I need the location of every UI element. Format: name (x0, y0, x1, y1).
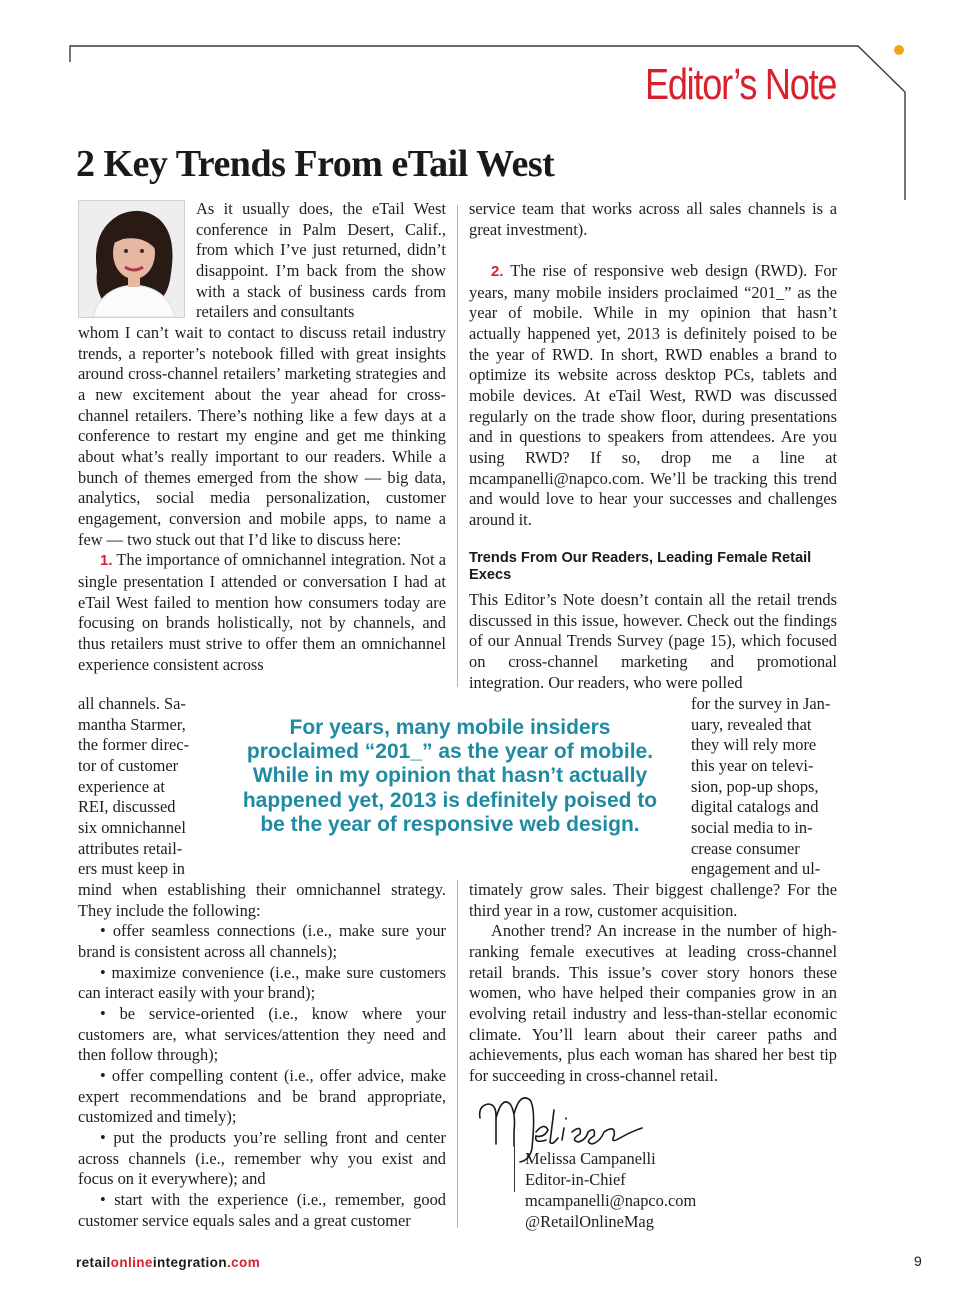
another-trend-paragraph: Another trend? An increase in the number of high-ranking female executives at leading cross-channel retail brands. This issue’s cover story honors these women, who have helped their companies grow in an evolving retail industry and less-than-stellar economic climate. You’ll learn about their career paths and achievements, plus each woman has shared her best tip for succeeding in cross-channel retail. (469, 921, 837, 1085)
continuation-paragraph: service team that works across all sales channels is a great investment). (469, 199, 837, 239)
readers-text: This Editor’s Note doesn’t contain all the retail trends discussed in this issue, however. Check out the findings of our Annual Trends Survey (page 15), which focused on cross-channel marketing and promotional integration. Our readers, who were polled (469, 590, 837, 692)
editor-name: Melissa Campanelli (525, 1149, 656, 1168)
trend-2-number: 2. (491, 262, 504, 280)
right-wrap-line: this year on televi- (691, 755, 814, 775)
corner-dot (894, 45, 904, 55)
section-label: Editor’s Note (644, 60, 836, 109)
readers-continued: timately grow sales. Their biggest challenge? For the third year in a row, customer acquisition. (469, 880, 837, 920)
signature-rule (514, 1146, 515, 1192)
column-divider-lower (457, 880, 458, 1228)
article-headline: 2 Key Trends From eTail West (76, 143, 555, 185)
left-wrap-line: REI, discussed (78, 797, 176, 817)
footer-site-part-accent: .com (226, 1255, 261, 1270)
left-wrap-line: six omnichannel (78, 817, 186, 837)
footer-site-link[interactable] (76, 1255, 260, 1270)
editor-title: Editor-in-Chief (525, 1170, 626, 1189)
right-wrap-line: digital catalogs and (691, 797, 819, 817)
right-column-lower (469, 880, 837, 1087)
editor-twitter-link[interactable]: @RetailOnlineMag (525, 1212, 654, 1231)
left-wrap-line: experience at (78, 776, 165, 796)
bullet-item: • be service-oriented (i.e., know where your customers are, what services/attention they need and then follow through); (78, 1003, 446, 1065)
right-wrap-line: for the survey in Jan- (691, 694, 831, 713)
trend-2-text: The rise of responsive web design (RWD). For years, many mobile insiders proclaimed “201_” as the year of mobile. While in my opinion that hasn’t actually happened yet, 2013 is definitely poised to be the year of RWD. In short, RWD enables a brand to optimize its website across desktop PCs, tablets and mobile devices. At eTail West, RWD was discussed regularly on the trade show floor, during presentations and in questions to speakers from attendees. Are you using RWD? If so, drop me a line at mcampanelli@napco.com. We’ll be tracking this trend and would love to hear your successes and challenges around it. (469, 260, 837, 529)
trend-1-number: 1. (100, 552, 113, 570)
trend-1-continued: mind when establishing their omnichannel strategy. They include the following: (78, 880, 446, 920)
left-wrap-line: all channels. Sa- (78, 694, 186, 713)
right-wrap-line: social media to in- (691, 817, 813, 837)
trend-1-text: The importance of omnichannel integration. Not a single presentation I attended or conversation I had at eTail West failed to mention how consumers today are focusing on brands holistically, not by channels, and thus retailers must strive to offer them an omnichannel experience consistent across (78, 550, 446, 674)
author-portrait-icon (79, 201, 184, 317)
right-wrap-line: they will rely more (691, 735, 817, 755)
left-column-lower (78, 880, 446, 1231)
left-wrapped-lines (78, 694, 202, 880)
trend-2-paragraph (469, 261, 837, 531)
footer-site-part-accent: online (110, 1255, 153, 1270)
left-wrap-line: tor of customer (78, 755, 179, 775)
left-wrap-line: the former direc- (78, 735, 190, 755)
footer-site-part: integration (152, 1255, 227, 1270)
bullet-item: • start with the experience (i.e., remember, good customer service equals sales and a great customer (78, 1189, 446, 1230)
left-wrap-line: ers must keep in (78, 859, 185, 879)
right-wrapped-lines (691, 694, 837, 880)
intro-wrapped-text (196, 199, 446, 323)
right-wrap-line: uary, revealed that (691, 714, 812, 734)
left-column-main (78, 323, 446, 675)
page-number: 9 (914, 1253, 922, 1269)
right-wrap-line: crease consumer (691, 838, 800, 858)
left-wrap-line: attributes retail- (78, 838, 183, 858)
intro-paragraph: whom I can’t wait to contact to discuss retail industry trends, a reporter’s notebook filled with great insights around cross-channel retailers’ marketing strategies and a new excitement about the year ahead for cross-channel retailers. There’s nothing like a few days at a conference to restart my engine and get me thinking about what’s really important to our readers. While a bunch of themes emerged from the show — big data, analytics, social media personalization, customer engagement, conversion and mobile apps, to name a few — two stuck out that I’d like to discuss here: (78, 323, 446, 549)
trend-1-paragraph (78, 550, 446, 675)
subhead: Trends From Our Readers, Leading Female Retail Execs (469, 550, 812, 583)
readers-paragraph (469, 590, 837, 693)
bullet-item: • offer seamless connections (i.e., make sure your brand is consistent across all channels); (78, 921, 446, 961)
bullet-item: • offer compelling content (i.e., offer advice, make expert recommendations and be brand appropriate, customized and timely); (78, 1065, 446, 1127)
footer-site-part: retail (76, 1255, 111, 1270)
pull-quote: For years, many mobile insiders proclaimed “201_” as the year of mobile. While in my opinion that hasn’t actually happened yet, 2013 is definitely poised to be the year of responsive web design. (242, 716, 658, 836)
left-wrap-line: mantha Starmer, (78, 714, 186, 734)
bullet-item: • maximize convenience (i.e., make sure customers can interact easily with your brand); (78, 962, 446, 1003)
intro-wrapped: As it usually does, the eTail West conference in Palm Desert, Calif., from which I’ve just returned, didn’t disappoint. I’m back from the show with a stack of business cards from retailers and consultants (196, 199, 446, 322)
editor-email-link[interactable]: mcampanelli@napco.com (525, 1191, 697, 1210)
bullet-item: • put the products you’re selling front and center across channels (i.e., remember why you exist and focus on it everywhere); and (78, 1127, 446, 1189)
right-wrap-line: engagement and ul- (691, 859, 821, 879)
right-wrap-line: sion, pop-up shops, (691, 776, 819, 796)
column-divider (457, 205, 458, 687)
right-column-top (469, 199, 837, 530)
author-photo (78, 200, 185, 318)
signature-block (525, 1148, 696, 1232)
